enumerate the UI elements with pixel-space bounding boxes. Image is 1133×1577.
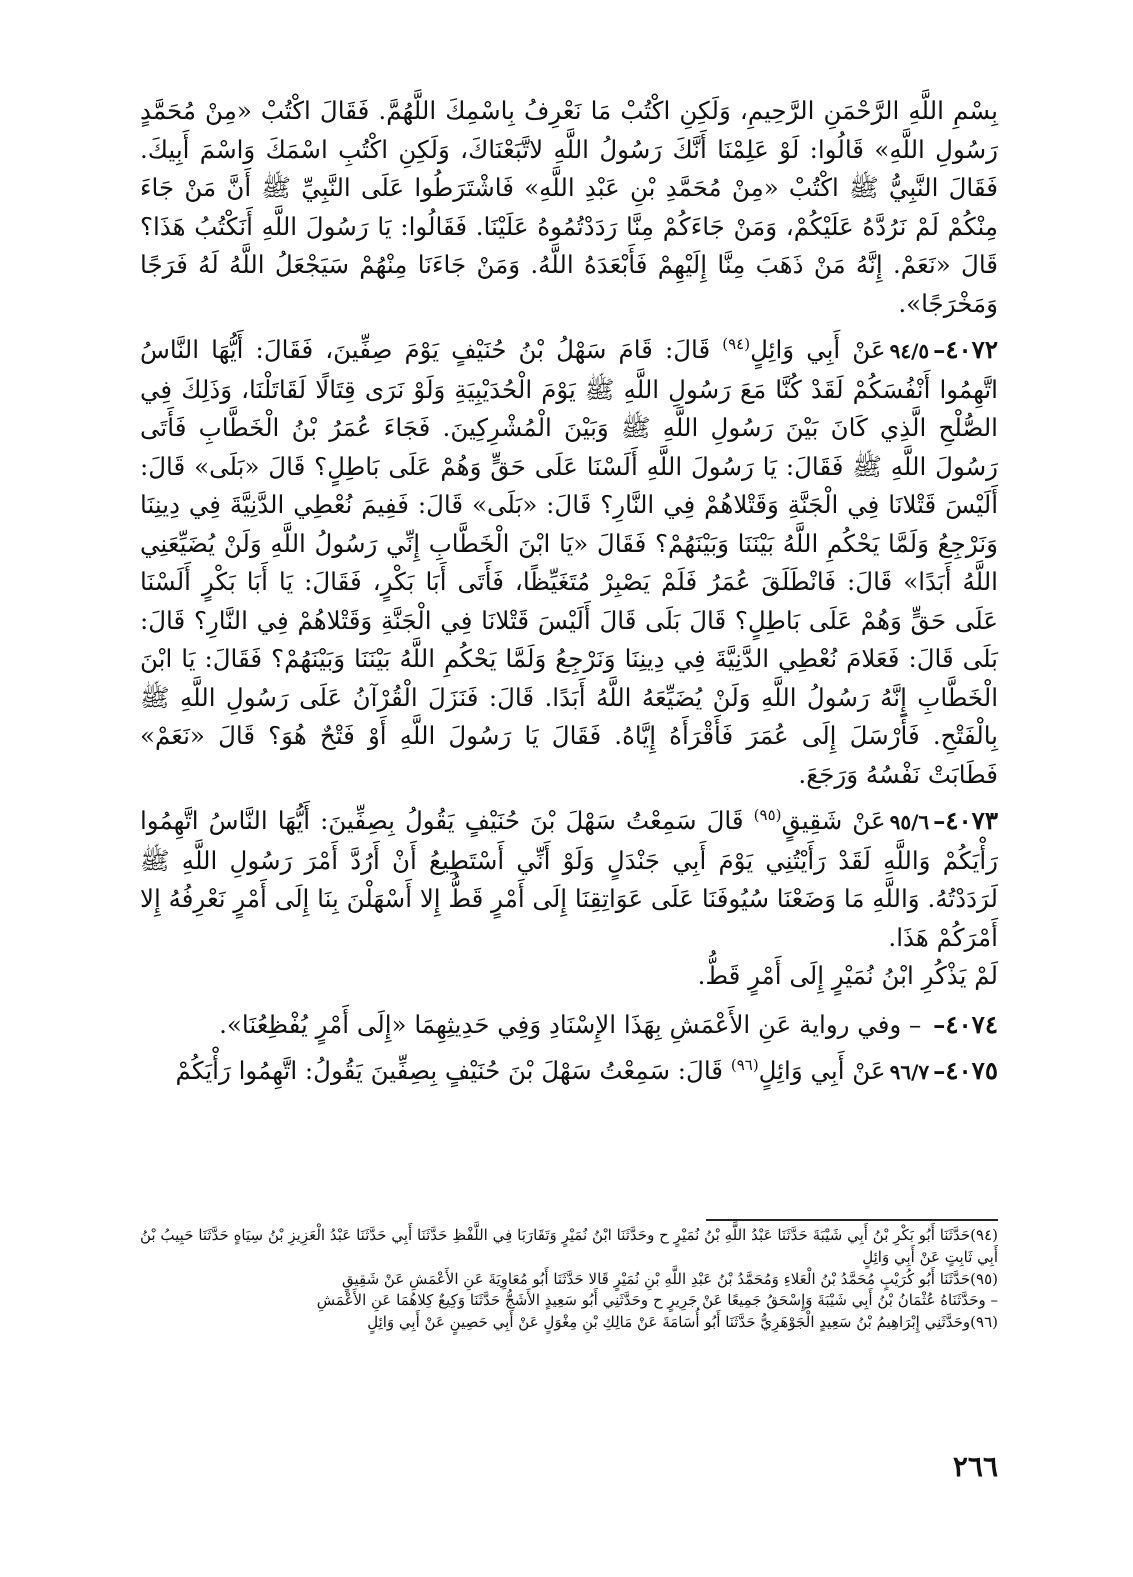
footnote-ref: (٩٦) (730, 1055, 759, 1074)
hadith-narrator: عَنْ أَبِي وَائِلٍ (758, 1056, 886, 1085)
hadith-narrator: عَنْ أَبِي وَائِلٍ (750, 335, 886, 364)
hadith-number: ٤٠٧٥– (933, 1056, 998, 1085)
hadith-4073-continuation (140, 957, 998, 996)
footnote-95: (٩٥)حَدَّثَنَا أَبُو كُرَيْبٍ مُحَمَّدُ بْنُ الْعَلاءِ وَمُحَمَّدُ بْنُ عَبْدِ اللَّهِ بْنِ نُمَيْرٍ قَالا حَدَّثَنَا أَبُو مُعَاوِيَةَ عَنِ الأَعْمَشِ عَنْ شَقِيقٍ (341, 1269, 998, 1288)
hadith-fraction: ٩٥/٦ (889, 810, 930, 834)
footnote-divider (706, 1219, 998, 1221)
hadith-4073 (140, 802, 998, 957)
hadith-4075 (140, 1052, 998, 1092)
page-number: ٢٦٦ (952, 1450, 998, 1483)
hadith-text: قَالَ سَمِعْتُ سَهْلَ بْنَ حُنَيْفٍ يَقُولُ بِصِفِّينَ: أَيُّهَا النَّاسُ اتَّهِمُوا رَأْيَكُمْ وَاللَّهِ لَقَدْ رَأَيْتُنِي يَوْمَ أَبِي جَنْدَلٍ وَلَوْ أَنِّي أَسْتَطِيعُ أَنْ أَرُدَّ أَمْرَ رَسُولِ اللَّهِ ﷺ لَرَدَدْتُهُ. وَاللَّهِ مَا وَضَعْنَا سُيُوفَنَا عَلَى عَوَاتِقِنَا إِلَى أَمْرٍ قَطُّ إِلا أَسْهَلْنَ بِنَا إِلَى أَمْرٍ نَعْرِفُهُ إِلا أَمْرَكُمْ هَذَا. (140, 806, 998, 952)
footnote-ref: (٩٤) (722, 334, 751, 353)
hadith-number: ٤٠٧٢– (933, 335, 998, 364)
footnote-ref: (٩٥) (753, 805, 782, 824)
hadith-4074 (140, 1006, 998, 1045)
intro-paragraph (140, 92, 998, 323)
hadith-text: قَالَ: سَمِعْتُ سَهْلَ بْنَ حُنَيْفٍ بِصِفِّينَ يَقُولُ: اتَّهِمُوا رَأْيَكُمْ (175, 1056, 724, 1085)
footnotes (140, 1225, 998, 1334)
continuation-text: لَمْ يَذْكُرِ ابْنُ نُمَيْرٍ إِلَى أَمْرٍ قَطُّ. (697, 961, 998, 990)
hadith-narrator: عَنْ شَقِيقٍ (781, 806, 886, 835)
hadith-fraction: ٩٤/٥ (889, 339, 930, 363)
hadith-number: ٤٠٧٤– (933, 1009, 998, 1039)
hadith-number: ٤٠٧٣– (933, 806, 998, 835)
hadith-fraction: ٩٦/٧ (889, 1060, 930, 1084)
intro-text: بِسْمِ اللَّهِ الرَّحْمَنِ الرَّحِيمِ، وَلَكِنِ اكْتُبْ مَا نَعْرِفُ بِاسْمِكَ اللَّهُمَّ. فَقَالَ اكْتُبْ «مِنْ مُحَمَّدٍ رَسُولِ اللَّهِ» قَالُوا: لَوْ عَلِمْنَا أَنَّكَ رَسُولُ اللَّهِ لاتَّبَعْنَاكَ، وَلَكِنِ اكْتُبِ اسْمَكَ وَاسْمَ أَبِيكَ. فَقَالَ النَّبِيُّ ﷺ اكْتُبْ «مِنْ مُحَمَّدِ بْنِ عَبْدِ اللَّهِ» فَاشْتَرَطُوا عَلَى النَّبِيِّ ﷺ أَنَّ مَنْ جَاءَ مِنْكُمْ لَمْ نَرُدَّهُ عَلَيْكُمْ، وَمَنْ جَاءَكُمْ مِنَّا رَدَدْتُمُوهُ عَلَيْنَا. فَقَالُوا: يَا رَسُولَ اللَّهِ أَنَكْتُبُ هَذَا؟ قَالَ «نَعَمْ. إِنَّهُ مَنْ ذَهَبَ مِنَّا إِلَيْهِمْ فَأَبْعَدَهُ اللَّهُ. وَمَنْ جَاءَنَا مِنْهُمْ سَيَجْعَلُ اللَّهُ لَهُ فَرَجًا وَمَخْرَجًا». (140, 96, 998, 318)
footnote-95-alt: – وحَدَّثَنَاهُ عُثْمَانُ بْنُ أَبِي شَيْبَةَ وَإِسْحَقُ جَمِيعًا عَنْ جَرِيرٍ ح وحَدَّثَنِي أَبُو سَعِيدٍ الأَشَجُّ حَدَّثَنَا وَكِيعٌ كِلاهُمَا عَنِ الأَعْمَشِ (316, 1291, 998, 1310)
footnote-96: (٩٦)وحَدَّثَنِي إِبْرَاهِيمُ بْنُ سَعِيدٍ الْجَوْهَرِيُّ حَدَّثَنَا أَبُو أُسَامَةَ عَنْ مَالِكِ بْنِ مِغْوَلٍ عَنْ أَبِي حَصِينٍ عَنْ أَبِي وَائِلٍ (367, 1313, 998, 1332)
hadith-text: قَالَ: قَامَ سَهْلُ بْنُ حُنَيْفٍ يَوْمَ صِفِّينَ، فَقَالَ: أَيُّهَا النَّاسُ اتَّهِمُوا أَنْفُسَكُمْ لَقَدْ كُنَّا مَعَ رَسُولِ اللَّهِ ﷺ يَوْمَ الْحُدَيْبِيَةِ وَلَوْ نَرَى قِتَالًا لَقَاتَلْنَا، وَذَلِكَ فِي الصُّلْحِ الَّذِي كَانَ بَيْنَ رَسُولِ اللَّهِ ﷺ وَبَيْنَ الْمُشْرِكِينَ. فَجَاءَ عُمَرُ بْنُ الْخَطَّابِ فَأَتَى رَسُولَ اللَّهِ ﷺ فَقَالَ: يَا رَسُولَ اللَّهِ أَلَسْنَا عَلَى حَقٍّ وَهُمْ عَلَى بَاطِلٍ؟ قَالَ «بَلَى» قَالَ: أَلَيْسَ قَتْلانَا فِي الْجَنَّةِ وَقَتْلاهُمْ فِي النَّارِ؟ قَالَ: «بَلَى» قَالَ: فَفِيمَ نُعْطِي الدَّنِيَّةَ فِي دِينِنَا وَنَرْجِعُ وَلَمَّا يَحْكُمِ اللَّهُ بَيْنَنَا وَبَيْنَهُمْ؟ فَقَالَ «يَا ابْنَ الْخَطَّابِ إِنِّي رَسُولُ اللَّهِ وَلَنْ يُضَيِّعَنِي اللَّهُ أَبَدًا» قَالَ: فَانْطَلَقَ عُمَرُ فَلَمْ يَصْبِرْ مُتَغَيِّظًا، فَأَتَى أَبَا بَكْرٍ، فَقَالَ: يَا أَبَا بَكْرٍ أَلَسْنَا عَلَى حَقٍّ وَهُمْ عَلَى بَاطِلٍ؟ قَالَ بَلَى قَالَ أَلَيْسَ قَتْلانَا فِي الْجَنَّةِ وَقَتْلاهُمْ فِي النَّارِ؟ قَالَ: بَلَى قَالَ: فَعَلامَ نُعْطِي الدَّنِيَّةَ فِي دِينِنَا وَنَرْجِعُ وَلَمَّا يَحْكُمِ اللَّهُ بَيْنَنَا وَبَيْنَهُمْ؟ فَقَالَ: يَا ابْنَ الْخَطَّابِ إِنَّهُ رَسُولُ اللَّهِ وَلَنْ يُضَيِّعَهُ اللَّهُ أَبَدًا. قَالَ: فَنَزَلَ الْقُرْآنُ عَلَى رَسُولِ اللَّهِ ﷺ بِالْفَتْحِ. فَأَرْسَلَ إِلَى عُمَرَ فَأَقْرَأَهُ إِيَّاهُ. فَقَالَ يَا رَسُولَ اللَّهِ أَوْ فَتْحٌ هُوَ؟ قَالَ «نَعَمْ» فَطَابَتْ نَفْسُهُ وَرَجَعَ. (140, 335, 998, 789)
footnote-94: (٩٤)حَدَّثَنَا أَبُو بَكْرِ بْنُ أَبِي شَيْبَةَ حَدَّثَنَا عَبْدُ اللَّهِ بْنُ نُمَيْرٍ ح وحَدَّثَنَا ابْنُ نُمَيْرٍ وَتَقَارَبَا فِي اللَّفْظِ حَدَّثَنَا أَبِي حَدَّثَنَا عَبْدُ الْعَزِيزِ بْنُ سِيَاهٍ حَدَّثَنَا حَبِيبُ بْنُ أَبِي ثَابِتٍ عَنْ أَبِي وَائِلٍ (140, 1226, 998, 1266)
hadith-4072 (140, 331, 998, 794)
hadith-text: – وفي رواية عَنِ الأَعْمَشِ بِهَذَا الإِسْنَادِ وَفِي حَدِيثِهِمَا «إِلَى أَمْرٍ يُفْظِعُنَا». (219, 1009, 922, 1039)
main-text (140, 92, 998, 1100)
